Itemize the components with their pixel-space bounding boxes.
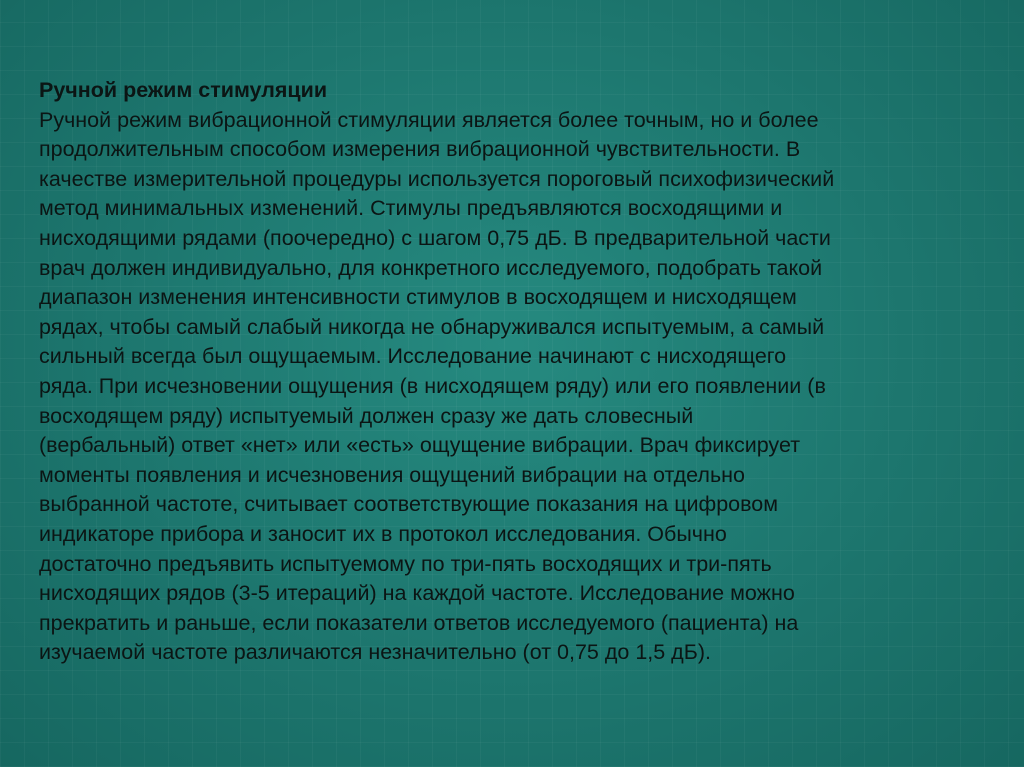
text-block — [39, 76, 999, 668]
slide-title: Ручной режим стимуляции — [39, 78, 328, 102]
slide-body-text: Ручной режим вибрационной стимуляции является более точным, но и более продолжительным способом измерения вибрационной чувствительности. В качестве измерительной процедуры используется пороговый психофизический метод минимальных изменений. Стимулы предъявляются восходящими и нисходящими рядами (поочередно) с шагом 0,75 дБ. В предварительной части врач должен индивидуально, для конкретного исследуемого, подобрать такой диапазон изменения интенсивности стимулов в восходящем и нисходящем рядах, чтобы самый слабый никогда не обнаруживался испытуемым, а самый сильный всегда был ощущаемым. Исследование начинают с нисходящего ряда. При исчезновении ощущения (в нисходящем ряду) или его появлении (в восходящем ряду) испытуемый должен сразу же дать словесный (вербальный) ответ «нет» или «есть» ощущение вибрации. Врач фиксирует моменты появления и исчезновения ощущений вибрации на отдельно выбранной частоте, считывает соответствующие показания на цифровом индикаторе прибора и заносит их в протокол исследования. Обычно достаточно предъявить испытуемому по три-пять восходящих и три-пять нисходящих рядов (3-5 итераций) на каждой частоте. Исследование можно прекратить и раньше, если показатели ответов исследуемого (пациента) на изучаемой частоте различаются незначительно (от 0,75 до 1,5 дБ). — [39, 107, 835, 665]
